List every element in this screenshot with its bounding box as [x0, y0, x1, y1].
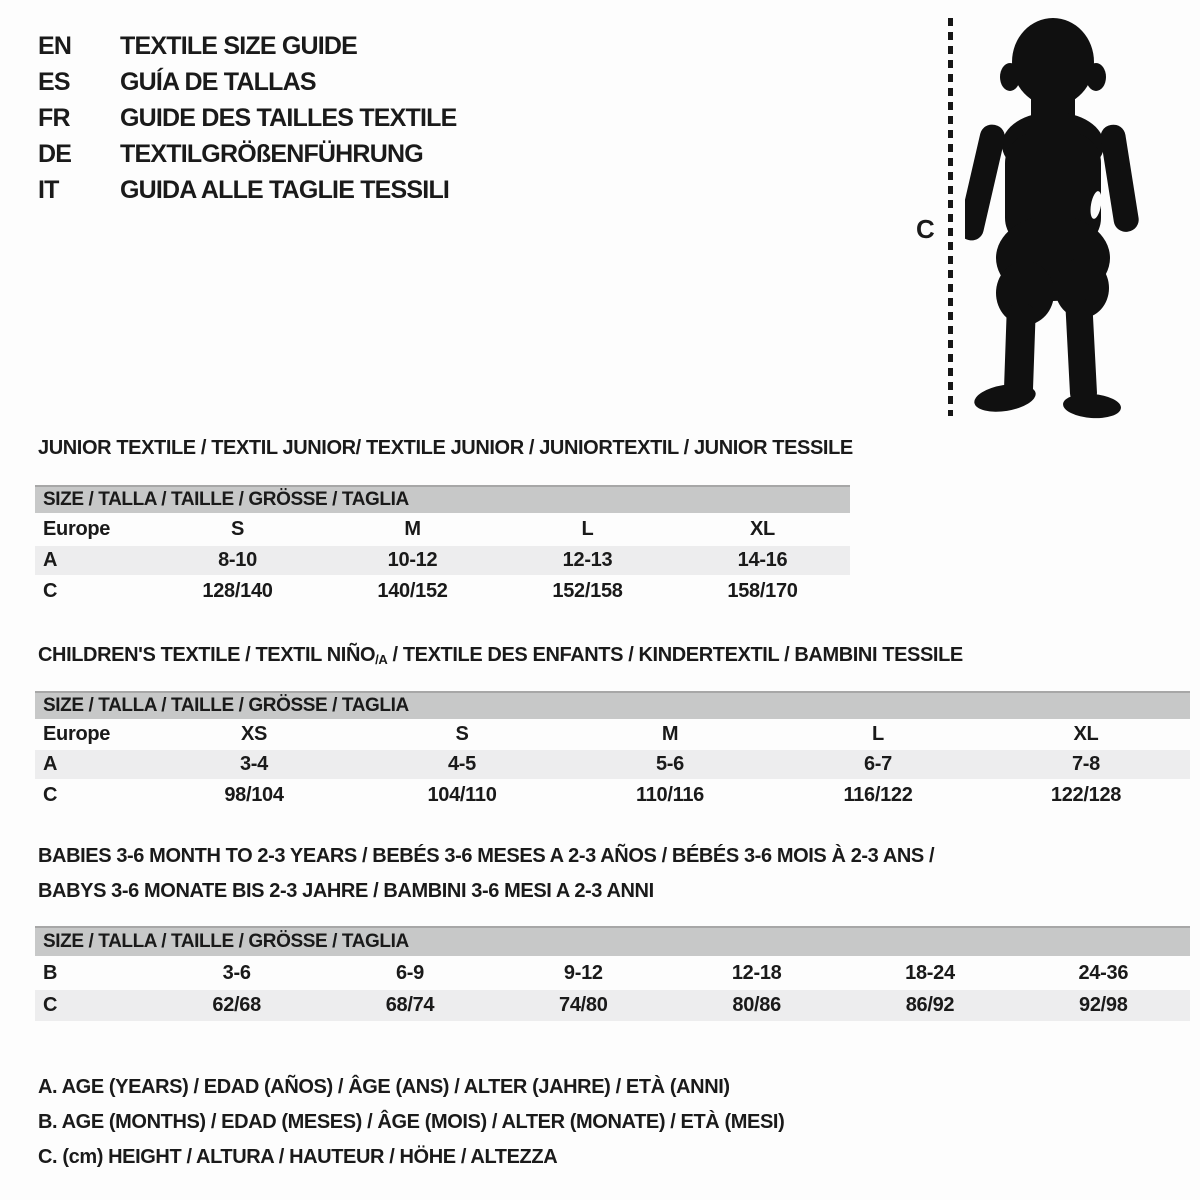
table-row: [35, 779, 1190, 812]
height-measure-dashed-line: [948, 18, 953, 416]
language-code: DE: [38, 139, 72, 168]
value-cell: 5-6: [655, 753, 684, 775]
value-cell: 8-10: [218, 549, 257, 571]
language-code: IT: [38, 175, 59, 204]
table-row: [35, 575, 850, 607]
value-cell: 116/122: [843, 784, 913, 806]
column-header-cell: L: [581, 518, 594, 540]
language-code: FR: [38, 103, 70, 132]
value-cell: 3-6: [222, 961, 251, 984]
row-label-cell: C: [43, 579, 58, 602]
value-cell: 10-12: [387, 549, 438, 571]
babies-table-title-line1: BABIES 3-6 MONTH TO 2-3 YEARS / BEBÉS 3-6 MESES A 2-3 AÑOS / BÉBÉS 3-6 MOIS À 2-3 ANS /: [38, 845, 935, 867]
value-cell: 122/128: [1050, 784, 1122, 806]
column-header-cell: M: [661, 723, 679, 745]
measure-legend: [38, 1070, 784, 1175]
column-header-cell: M: [404, 518, 421, 540]
children-table: [35, 691, 1190, 812]
language-row: [38, 172, 457, 208]
value-cell: 62/68: [212, 994, 261, 1016]
children-title-part1: CHILDREN'S TEXTILE / TEXTIL NIÑO: [38, 644, 376, 666]
value-cell: 18-24: [905, 961, 955, 984]
value-cell: 98/104: [224, 784, 284, 806]
value-cell: 3-4: [239, 753, 268, 775]
column-header-cell: XL: [1073, 723, 1099, 745]
column-header-cell: S: [230, 518, 245, 540]
value-cell: 14-16: [737, 549, 788, 571]
column-header-cell: XL: [750, 518, 775, 540]
legend-line-height-cm: C. (cm) HEIGHT / ALTURA / HAUTEUR / HÖHE / ALTEZZA: [38, 1146, 558, 1168]
value-cell: 7-8: [1071, 753, 1100, 775]
value-cell: 104/110: [427, 784, 497, 806]
row-label-cell: A: [43, 753, 58, 775]
value-cell: 12-13: [562, 549, 613, 571]
column-header-row: [35, 719, 1190, 750]
table-row: [35, 546, 850, 575]
junior-table-title: JUNIOR TEXTILE / TEXTIL JUNIOR/ TEXTILE JUNIOR / JUNIORTEXTIL / JUNIOR TESSILE: [38, 437, 853, 459]
row-label-cell: A: [43, 549, 58, 571]
table-row: [35, 990, 1190, 1021]
size-header-bar: SIZE / TALLA / TAILLE / GRÖSSE / TAGLIA: [35, 926, 1190, 956]
language-row: [38, 100, 457, 136]
value-cell: 140/152: [377, 579, 448, 602]
value-cell: 92/98: [1079, 994, 1128, 1016]
table-row: [35, 956, 1190, 990]
legend-line-age-years: A. AGE (YEARS) / EDAD (AÑOS) / ÂGE (ANS) / ALTER (JAHRE) / ETÀ (ANNI): [38, 1076, 730, 1098]
value-cell: 74/80: [559, 994, 608, 1016]
value-cell: 4-5: [447, 753, 476, 775]
size-header-bar: SIZE / TALLA / TAILLE / GRÖSSE / TAGLIA: [35, 485, 850, 513]
language-row: [38, 28, 457, 64]
toddler-silhouette-icon: [965, 15, 1140, 420]
value-cell: 152/158: [552, 579, 623, 602]
language-title: GUIDA ALLE TAGLIE TESSILI: [120, 175, 450, 204]
value-cell: 6-7: [863, 753, 892, 775]
value-cell: 158/170: [727, 579, 798, 602]
column-header-cell: XS: [240, 723, 268, 745]
junior-table: [35, 485, 850, 607]
value-cell: 128/140: [202, 579, 273, 602]
value-cell: 9-12: [563, 961, 603, 984]
language-title: GUÍA DE TALLAS: [120, 67, 316, 96]
value-cell: 6-9: [395, 961, 424, 984]
region-label-cell: Europe: [43, 518, 111, 540]
row-label-cell: B: [43, 961, 58, 984]
children-title-part2: / TEXTILE DES ENFANTS / KINDERTEXTIL / BAMBINI TESSILE: [387, 644, 963, 666]
language-title: TEXTILE SIZE GUIDE: [120, 31, 358, 60]
babies-table-title-line2: BABYS 3-6 MONATE BIS 2-3 JAHRE / BAMBINI 3-6 MESI A 2-3 ANNI: [38, 880, 654, 902]
column-header-cell: S: [455, 723, 469, 745]
language-code: ES: [38, 67, 70, 96]
column-header-cell: L: [872, 723, 884, 745]
language-code: EN: [38, 31, 72, 60]
language-row: [38, 64, 457, 100]
babies-table: [35, 926, 1190, 1021]
value-cell: 86/92: [905, 994, 955, 1016]
region-label-cell: Europe: [43, 723, 111, 745]
language-title-list: [38, 28, 457, 208]
column-header-row: [35, 513, 850, 546]
row-label-cell: C: [43, 784, 58, 806]
children-title-sub: /A: [375, 652, 388, 667]
value-cell: 80/86: [732, 994, 781, 1016]
value-cell: 68/74: [385, 994, 435, 1016]
language-title: GUIDE DES TAILLES TEXTILE: [120, 103, 457, 132]
size-header-bar: SIZE / TALLA / TAILLE / GRÖSSE / TAGLIA: [35, 691, 1190, 719]
language-title: TEXTILGRÖßENFÜHRUNG: [120, 139, 423, 168]
children-table-title: [38, 644, 963, 667]
language-row: [38, 136, 457, 172]
table-row: [35, 750, 1190, 779]
value-cell: 12-18: [731, 961, 782, 984]
value-cell: 110/116: [636, 784, 704, 806]
height-measure-label: C: [916, 214, 935, 244]
value-cell: 24-36: [1078, 961, 1129, 984]
row-label-cell: C: [43, 994, 58, 1016]
legend-line-age-months: B. AGE (MONTHS) / EDAD (MESES) / ÂGE (MOIS) / ALTER (MONATE) / ETÀ (MESI): [38, 1111, 785, 1133]
